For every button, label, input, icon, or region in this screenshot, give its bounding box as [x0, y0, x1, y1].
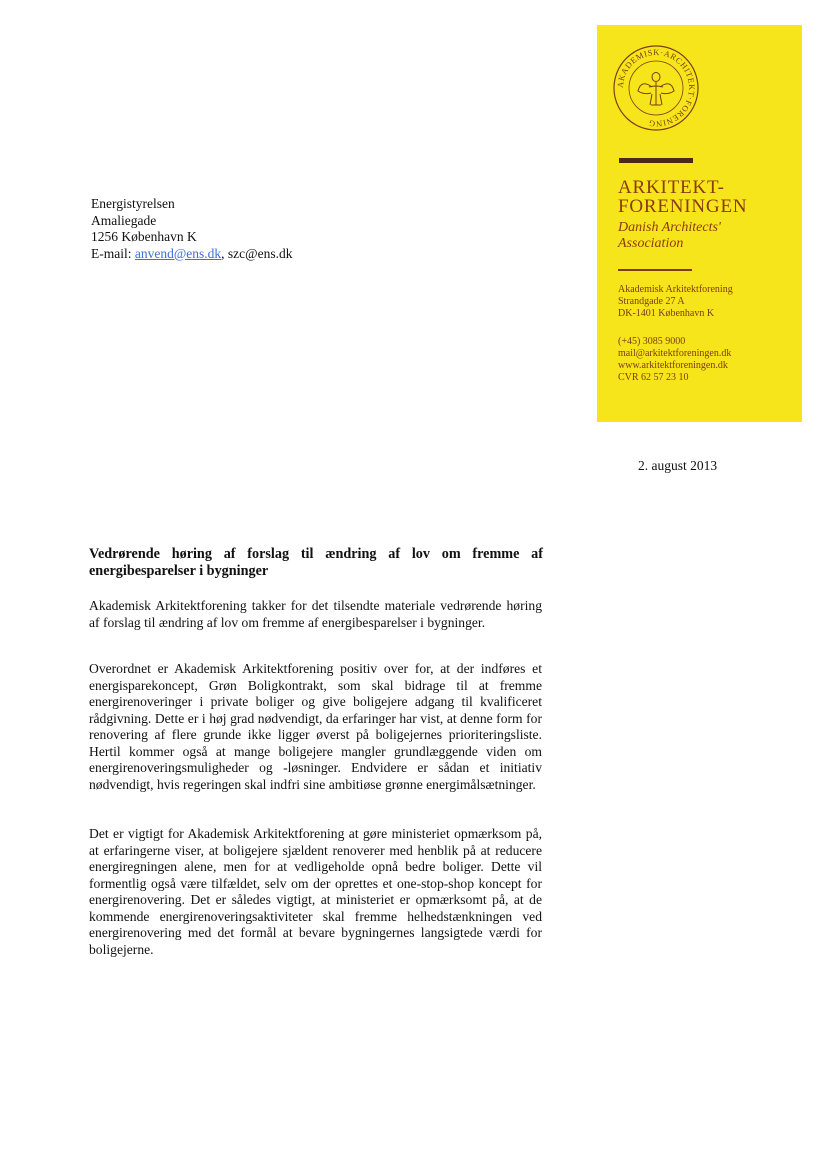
recipient-name: Energistyrelsen [91, 196, 175, 211]
sender-phone: (+45) 3085 9000 [618, 336, 686, 347]
recipient-city: 1256 København K [91, 229, 197, 244]
brand-line-2: FORENINGEN [618, 196, 748, 217]
sender-cvr: CVR 62 57 23 10 [618, 372, 689, 383]
recipient-email-line [91, 246, 292, 263]
sender-address [618, 284, 733, 320]
sender-website: www.arkitektforeningen.dk [618, 360, 728, 371]
brand-subtitle [618, 220, 721, 252]
letterhead-rule [618, 269, 692, 271]
sender-address-line: Akademisk Arkitektforening [618, 284, 733, 295]
association-seal-icon [611, 43, 701, 133]
subtitle-line-2: Association [618, 236, 684, 251]
email-link-primary[interactable]: anvend@ens.dk [134, 245, 222, 261]
body-paragraph: Akademisk Arkitektforening takker for det tilsendte materiale vedrørende høring af forslag til ændring af lov om fremme af energibesparelser i bygninger. [89, 598, 542, 630]
brand-line-1: ARKITEKT- [618, 177, 725, 198]
sender-address-line: DK-1401 København K [618, 308, 715, 319]
brand-wordmark [618, 178, 747, 216]
body-paragraph: Det er vigtigt for Akademisk Arkitektforening at gøre ministeriet opmærksom på, at erfaringerne viser, at boligejere sjældent renoverer med henblik på at reducere energiregningen alene, men for at vedligeholde opnå bedre boliger. Dette vil formentlig også være tilfældet, selv om der oprettes et one-stop-shop koncept for energirenovering. Det er således vigtigt, at ministeriet er opmærksomt på, at de kommende energirenoveringsaktiviteter skal fremme helhedstænkningen ved energirenovering med det formål at bevare bygningernes langsigtede værdi for boligejerne. [89, 826, 542, 957]
email-secondary: szc@ens.dk [227, 245, 293, 261]
letterhead-panel [597, 25, 802, 422]
sender-address-line: Strandgade 27 A [618, 296, 685, 307]
recipient-street: Amaliegade [91, 212, 157, 228]
letter-date: 2. august 2013 [638, 458, 718, 473]
subtitle-line-1: Danish Architects' [618, 220, 721, 235]
brand-divider-bar [619, 158, 693, 163]
email-label: E-mail: [91, 245, 135, 261]
seal-ring-text: AKADEMISK·ARCHITEKT·FORENING [615, 47, 697, 129]
sender-contact [618, 336, 731, 384]
letter-subject: Vedrørende høring af forslag til ændring af lov om fremme af energibesparelser i bygninger [89, 546, 543, 579]
body-paragraph: Overordnet er Akademisk Arkitektforening positiv over for, at der indføres et energisparekoncept, Grøn Boligkontrakt, som skal bidrage til at fremme energirenoveringer i private boliger og give boligejere adgang til kvalificeret rådgivning. Dette er i høj grad nødvendigt, da erfaringer har vist, at denne form for renovering af flere grunde ikke ligger øverst på boligejernes prioriteringsliste. Hertil kommer også at mange boligejere mangler grundlæggende viden om energirenoveringsmuligheder og -løsninger. Endvidere er sådan et initiativ nødvendigt, hvis regeringen skal indfri sine ambitiøse grønne energimålsætninger. [89, 661, 542, 792]
sender-email: mail@arkitektforeningen.dk [618, 348, 732, 359]
email-separator: , [221, 245, 228, 261]
recipient-address-block [91, 196, 292, 262]
